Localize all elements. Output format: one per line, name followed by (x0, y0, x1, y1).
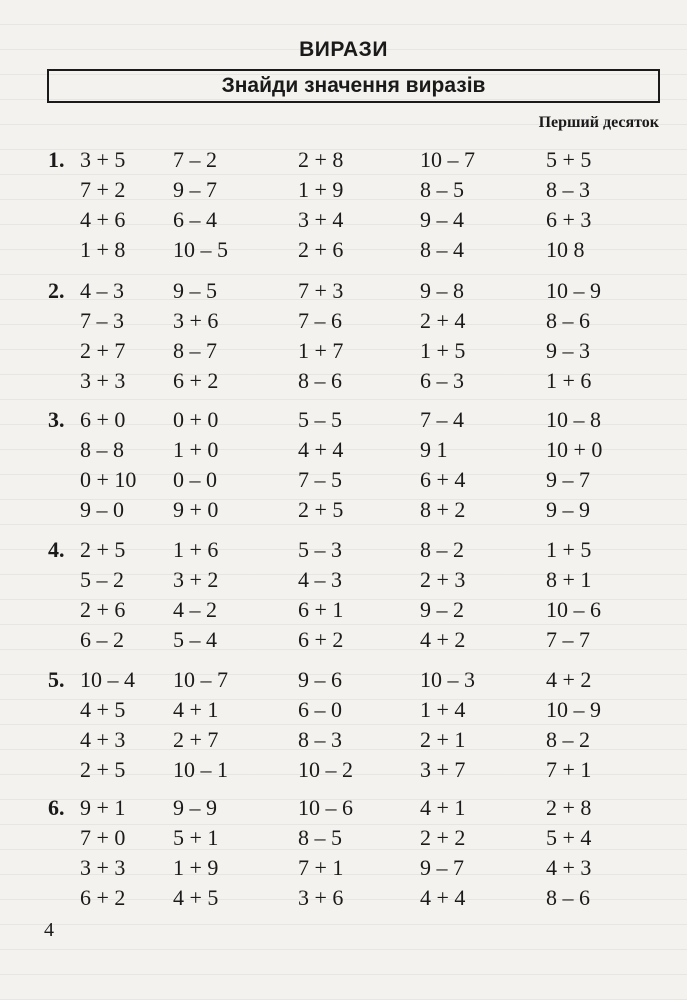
math-expression: 10 – 4 (80, 667, 135, 692)
math-expression: 10 – 9 (546, 697, 601, 722)
math-expression: 7 + 2 (80, 177, 126, 202)
math-expression: 5 – 3 (298, 537, 342, 562)
math-expression: 2 + 5 (80, 757, 126, 782)
math-expression: 3 + 7 (420, 757, 466, 782)
math-expression: 9 – 5 (173, 278, 217, 303)
math-expression: 8 – 7 (173, 338, 217, 363)
math-expression: 6 – 2 (80, 627, 124, 652)
math-expression: 4 – 3 (80, 278, 124, 303)
math-expression: 9 – 9 (546, 497, 590, 522)
math-expression: 9 – 2 (420, 597, 464, 622)
math-expression: 1 + 8 (80, 237, 126, 262)
math-expression: 9 – 4 (420, 207, 464, 232)
math-expression: 10 – 5 (173, 237, 228, 262)
math-expression: 9 – 3 (546, 338, 590, 363)
math-expression: 4 + 4 (298, 437, 344, 462)
math-expression: 2 + 8 (546, 795, 592, 820)
math-expression: 6 – 4 (173, 207, 217, 232)
math-expression: 6 + 4 (420, 467, 466, 492)
math-expression: 9 – 7 (173, 177, 217, 202)
math-expression: 4 + 5 (173, 885, 219, 910)
math-expression: 5 + 4 (546, 825, 592, 850)
math-expression: 5 – 4 (173, 627, 217, 652)
math-expression: 7 + 1 (546, 757, 592, 782)
math-expression: 10 – 2 (298, 757, 353, 782)
math-expression: 10 – 6 (298, 795, 353, 820)
math-expression: 7 – 5 (298, 467, 342, 492)
math-expression: 8 – 5 (420, 177, 464, 202)
math-expression: 1 + 6 (173, 537, 219, 562)
math-expression: 3 + 2 (173, 567, 219, 592)
exercise-number: 6. (48, 795, 65, 820)
math-expression: 0 + 10 (80, 467, 137, 492)
math-expression: 2 + 6 (298, 237, 344, 262)
math-expression: 3 + 6 (298, 885, 344, 910)
math-expression: 2 + 2 (420, 825, 466, 850)
math-expression: 7 – 6 (298, 308, 342, 333)
math-expression: 3 + 5 (80, 147, 126, 172)
math-expression: 0 – 0 (173, 467, 217, 492)
math-expression: 9 1 (420, 437, 448, 462)
math-expression: 8 – 3 (546, 177, 590, 202)
math-expression: 2 + 3 (420, 567, 466, 592)
math-expression: 7 + 1 (298, 855, 344, 880)
math-expression: 2 + 5 (298, 497, 344, 522)
math-expression: 4 + 3 (80, 727, 126, 752)
math-expression: 2 + 1 (420, 727, 466, 752)
math-expression: 3 + 3 (80, 368, 126, 393)
math-expression: 7 + 0 (80, 825, 126, 850)
math-expression: 8 – 6 (298, 368, 342, 393)
math-expression: 8 + 2 (420, 497, 466, 522)
math-expression: 10 – 8 (546, 407, 601, 432)
math-expression: 2 + 8 (298, 147, 344, 172)
math-expression: 3 + 6 (173, 308, 219, 333)
task-instruction-box (47, 69, 660, 103)
math-expression: 5 – 2 (80, 567, 124, 592)
math-expression: 6 – 0 (298, 697, 342, 722)
math-expression: 10 – 6 (546, 597, 601, 622)
math-expression: 4 + 4 (420, 885, 466, 910)
math-expression: 2 + 7 (80, 338, 126, 363)
math-expression: 10 – 7 (173, 667, 228, 692)
math-expression: 1 + 0 (173, 437, 219, 462)
math-expression: 3 + 3 (80, 855, 126, 880)
math-expression: 1 + 4 (420, 697, 466, 722)
math-expression: 4 + 1 (173, 697, 219, 722)
math-expression: 5 + 1 (173, 825, 219, 850)
math-expression: 2 + 5 (80, 537, 126, 562)
math-expression: 0 + 0 (173, 407, 219, 432)
math-expression: 8 – 4 (420, 237, 464, 262)
math-expression: 4 + 3 (546, 855, 592, 880)
math-expression: 7 – 4 (420, 407, 464, 432)
math-expression: 6 + 0 (80, 407, 126, 432)
exercise-number: 4. (48, 537, 65, 562)
math-expression: 7 – 7 (546, 627, 590, 652)
math-expression: 10 – 1 (173, 757, 228, 782)
exercise-number: 2. (48, 278, 65, 303)
math-expression: 5 + 5 (546, 147, 592, 172)
math-expression: 4 + 5 (80, 697, 126, 722)
math-expression: 10 8 (546, 237, 585, 262)
exercise-number: 1. (48, 147, 65, 172)
math-expression: 9 – 8 (420, 278, 464, 303)
math-expression: 6 + 2 (298, 627, 344, 652)
math-expression: 4 + 1 (420, 795, 466, 820)
math-expression: 3 + 4 (298, 207, 344, 232)
math-expression: 10 – 3 (420, 667, 475, 692)
math-expression: 7 – 2 (173, 147, 217, 172)
math-expression: 2 + 7 (173, 727, 219, 752)
math-expression: 4 + 6 (80, 207, 126, 232)
math-expression: 1 + 7 (298, 338, 344, 363)
math-expression: 6 + 2 (80, 885, 126, 910)
math-expression: 8 – 5 (298, 825, 342, 850)
math-expression: 9 + 1 (80, 795, 126, 820)
math-expression: 10 – 7 (420, 147, 475, 172)
exercise-number: 3. (48, 407, 65, 432)
math-expression: 9 – 6 (298, 667, 342, 692)
math-expression: 8 – 3 (298, 727, 342, 752)
math-expression: 4 + 2 (546, 667, 592, 692)
math-expression: 8 – 8 (80, 437, 124, 462)
math-expression: 8 + 1 (546, 567, 592, 592)
math-expression: 8 – 2 (420, 537, 464, 562)
math-expression: 1 + 6 (546, 368, 592, 393)
math-expression: 8 – 6 (546, 308, 590, 333)
math-expression: 1 + 9 (298, 177, 344, 202)
math-expression: 7 – 3 (80, 308, 124, 333)
math-expression: 10 + 0 (546, 437, 603, 462)
math-expression: 8 – 6 (546, 885, 590, 910)
math-expression: 1 + 5 (420, 338, 466, 363)
math-expression: 6 – 3 (420, 368, 464, 393)
exercise-number: 5. (48, 667, 65, 692)
math-expression: 6 + 2 (173, 368, 219, 393)
math-expression: 9 – 7 (420, 855, 464, 880)
math-expression: 8 – 2 (546, 727, 590, 752)
page-title: ВИРАЗИ (299, 38, 388, 61)
math-expression: 10 – 9 (546, 278, 601, 303)
math-expression: 1 + 5 (546, 537, 592, 562)
math-expression: 4 – 3 (298, 567, 342, 592)
math-expression: 7 + 3 (298, 278, 344, 303)
task-instruction: Знайди значення виразів (221, 74, 486, 97)
math-expression: 6 + 3 (546, 207, 592, 232)
math-expression: 9 + 0 (173, 497, 219, 522)
math-expression: 1 + 9 (173, 855, 219, 880)
math-expression: 4 + 2 (420, 627, 466, 652)
math-expression: 6 + 1 (298, 597, 344, 622)
page-number: 4 (44, 919, 54, 941)
section-label: Перший десяток (538, 114, 659, 131)
math-expression: 9 – 0 (80, 497, 124, 522)
math-expression: 2 + 4 (420, 308, 466, 333)
math-expression: 5 – 5 (298, 407, 342, 432)
math-expression: 9 – 9 (173, 795, 217, 820)
math-expression: 9 – 7 (546, 467, 590, 492)
math-expression: 2 + 6 (80, 597, 126, 622)
math-expression: 4 – 2 (173, 597, 217, 622)
